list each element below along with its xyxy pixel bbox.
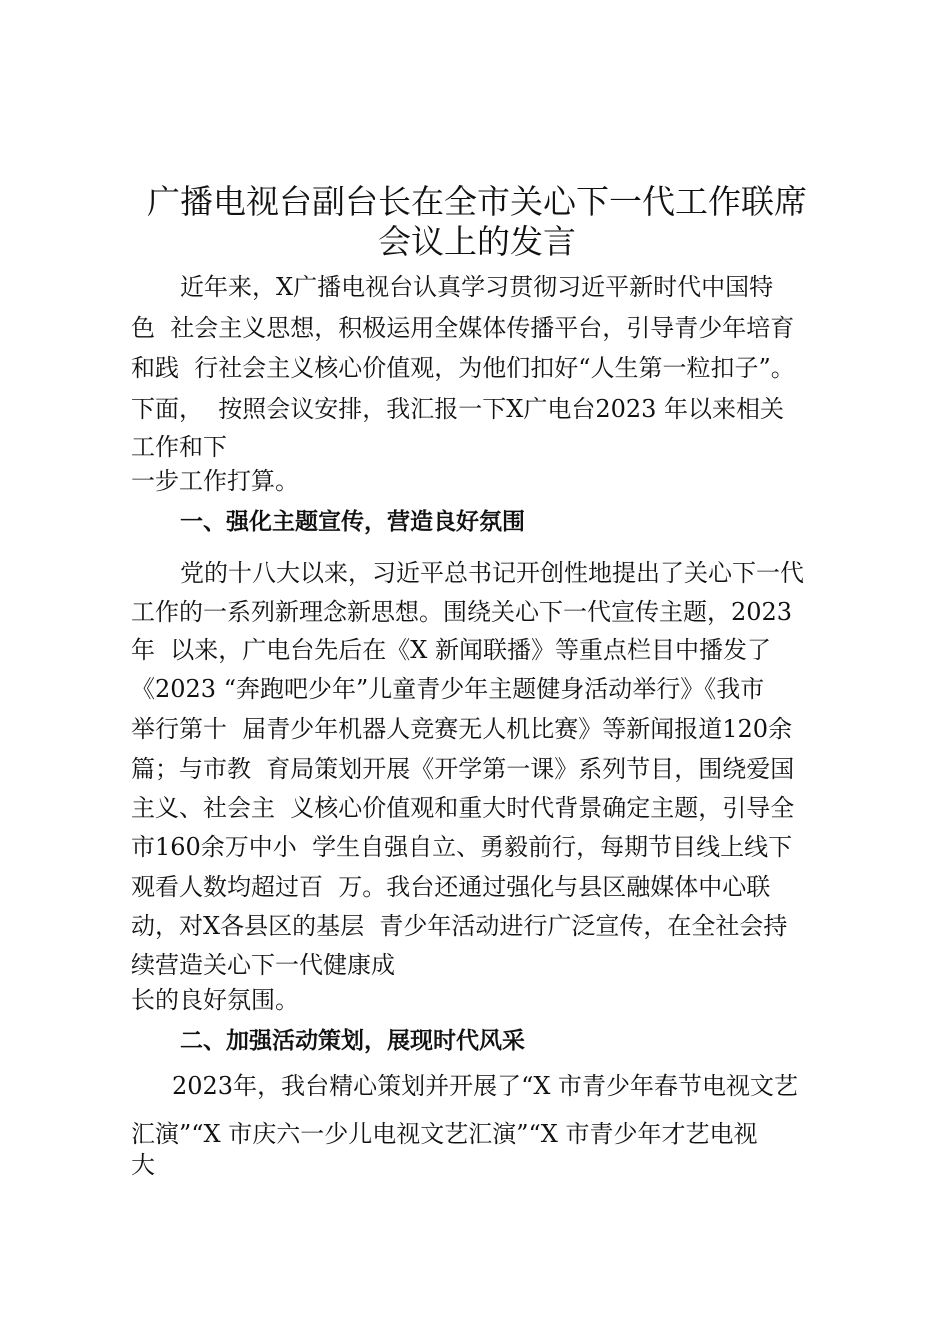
document-title-line-2: 会议上的发言	[378, 222, 576, 261]
intro-line: 色 社会主义思想，积极运用全媒体传播平台，引导青少年培育	[131, 314, 795, 342]
section2-line: 汇演”“X 市庆六一少儿电视文艺汇演”“X 市青少年才艺电视	[131, 1120, 758, 1148]
section1-line: 动，对X各县区的基层 青少年活动进行广泛宣传，在全社会持	[131, 912, 788, 940]
section1-line: 主义、社会主 义核心价值观和重大时代背景确定主题，引导全	[131, 794, 795, 822]
section1-line: 观看人数均超过百 万。我台还通过强化与县区融媒体中心联	[131, 873, 771, 901]
section1-line: 续营造关心下一代健康成	[131, 951, 395, 979]
section1-line: 举行第十 届青少年机器人竞赛无人机比赛》等新闻报道120余	[131, 715, 793, 743]
section-heading-1: 一、强化主题宣传，营造良好氛围	[180, 509, 525, 535]
section1-line: 党的十八大以来，习近平总书记开创性地提出了关心下一代	[180, 559, 804, 587]
section1-line: 篇；与市教 育局策划开展《开学第一课》系列节目，围绕爱国	[131, 755, 795, 783]
intro-line: 工作和下	[131, 433, 227, 461]
section1-line: 市160余万中小 学生自强自立、勇毅前行，每期节目线上线下	[131, 833, 793, 861]
section-heading-2: 二、加强活动策划，展现时代风采	[180, 1028, 525, 1054]
intro-line: 和践 行社会主义核心价值观，为他们扣好“人生第一粒扣子”。	[131, 354, 795, 382]
section2-line: 大	[131, 1151, 155, 1179]
intro-line: 下面， 按照会议安排，我汇报一下X广电台2023 年以来相关	[131, 395, 785, 423]
section1-line: 长的良好氛围。	[131, 986, 299, 1014]
intro-line: 一步工作打算。	[131, 467, 299, 495]
section2-line: 2023年，我台精心策划并开展了“X 市青少年春节电视文艺	[172, 1072, 799, 1100]
section1-line: 工作的一系列新理念新思想。围绕关心下一代宣传主题，2023	[131, 598, 793, 626]
section1-line: 年 以来，广电台先后在《X 新闻联播》等重点栏目中播发了	[131, 636, 771, 664]
intro-line: 近年来，X广播电视台认真学习贯彻习近平新时代中国特	[180, 273, 774, 301]
document-title-line-1: 广播电视台副台长在全市关心下一代工作联席	[147, 182, 807, 221]
section1-line: 《2023 “奔跑吧少年”儿童青少年主题健身活动举行》《我市	[131, 675, 765, 703]
